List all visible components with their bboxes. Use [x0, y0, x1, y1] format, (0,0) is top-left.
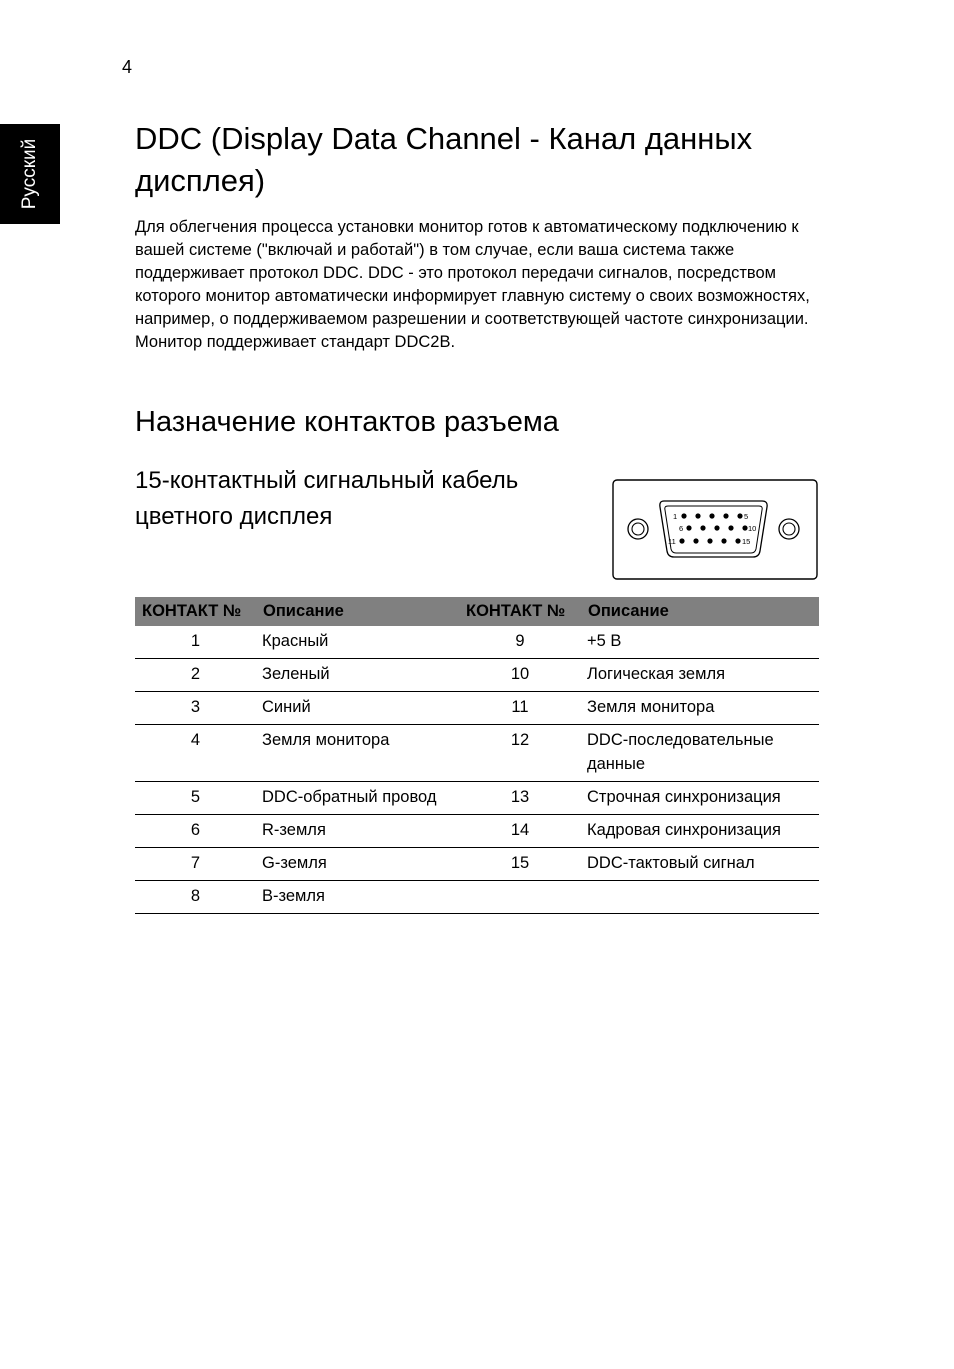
- table-row: [135, 725, 819, 782]
- table-row: [135, 848, 819, 881]
- pin-label-5: 5: [744, 512, 749, 521]
- pin-number: 6: [135, 815, 256, 848]
- pin-description: G-земля: [256, 848, 459, 881]
- pin-number: 1: [135, 626, 256, 659]
- table-header-row: [135, 597, 819, 626]
- pin-number: 12: [459, 725, 581, 782]
- pin-label-10: 10: [748, 524, 757, 533]
- pin-description: [581, 881, 819, 914]
- pin-description: Логическая земля: [581, 659, 819, 692]
- table-row: [135, 626, 819, 659]
- pin-label-11: 11: [668, 537, 676, 546]
- pin-description: Зеленый: [256, 659, 459, 692]
- section-heading: Назначение контактов разъема: [135, 406, 559, 438]
- pin-number: 7: [135, 848, 256, 881]
- header-desc-b: Описание: [581, 597, 819, 626]
- table-row: [135, 659, 819, 692]
- pin-description: B-земля: [256, 881, 459, 914]
- pin-number: 2: [135, 659, 256, 692]
- pin-description: Земля монитора: [581, 692, 819, 725]
- language-tab-label: Русский: [19, 138, 40, 210]
- pin-description: Строчная синхронизация: [581, 782, 819, 815]
- pin-number: 4: [135, 725, 256, 782]
- pin-description: +5 В: [581, 626, 819, 659]
- pin-description: Красный: [256, 626, 459, 659]
- pin-description: Синий: [256, 692, 459, 725]
- subsection-heading: 15-контактный сигнальный кабель цветного дисплея: [135, 467, 519, 530]
- pin-assignment-table: [135, 597, 819, 914]
- table-row: [135, 782, 819, 815]
- pin-number: 14: [459, 815, 581, 848]
- table-row: [135, 815, 819, 848]
- pin-number: 10: [459, 659, 581, 692]
- pin-label-15: 15: [742, 537, 751, 546]
- page-number: 4: [122, 57, 133, 77]
- pin-number: 3: [135, 692, 256, 725]
- pin-number: 8: [135, 881, 256, 914]
- pin-number: 15: [459, 848, 581, 881]
- pin-description: Земля монитора: [256, 725, 459, 782]
- header-pin-b: КОНТАКТ №: [459, 597, 581, 626]
- language-tab: [0, 124, 60, 224]
- table-row: [135, 881, 819, 914]
- pin-number: 5: [135, 782, 256, 815]
- pin-description: Кадровая синхронизация: [581, 815, 819, 848]
- pin-number: 13: [459, 782, 581, 815]
- intro-paragraph: Для облегчения процесса установки монитор готов к автоматическому подключению к вашей системе ("включай и работай") в том случае, если ваша система также поддерживает протокол DDC. DDC - это протокол передачи сигналов, посредством которого монитор автоматически информирует главную систему о своих возможностях, например, о поддерживаемом разрешении и соответствующей частоте синхронизации. Монитор поддерживает стандарт DDC2B.: [135, 218, 810, 351]
- page-title: DDC (Display Data Channel - Канал данных дисплея): [135, 121, 753, 198]
- pin-description: DDC-последовательные данные: [581, 725, 819, 782]
- pin-description: DDC-тактовый сигнал: [581, 848, 819, 881]
- pin-label-1: 1: [673, 512, 678, 521]
- pin-number: 9: [459, 626, 581, 659]
- header-desc-a: Описание: [256, 597, 459, 626]
- pin-number: 11: [459, 692, 581, 725]
- pin-description: DDC-обратный провод: [256, 782, 459, 815]
- header-pin-a: КОНТАКТ №: [135, 597, 256, 626]
- table-row: [135, 692, 819, 725]
- pin-number: [459, 881, 581, 914]
- pin-description: R-земля: [256, 815, 459, 848]
- vga-connector-diagram: [612, 479, 818, 580]
- pin-label-6: 6: [679, 524, 684, 533]
